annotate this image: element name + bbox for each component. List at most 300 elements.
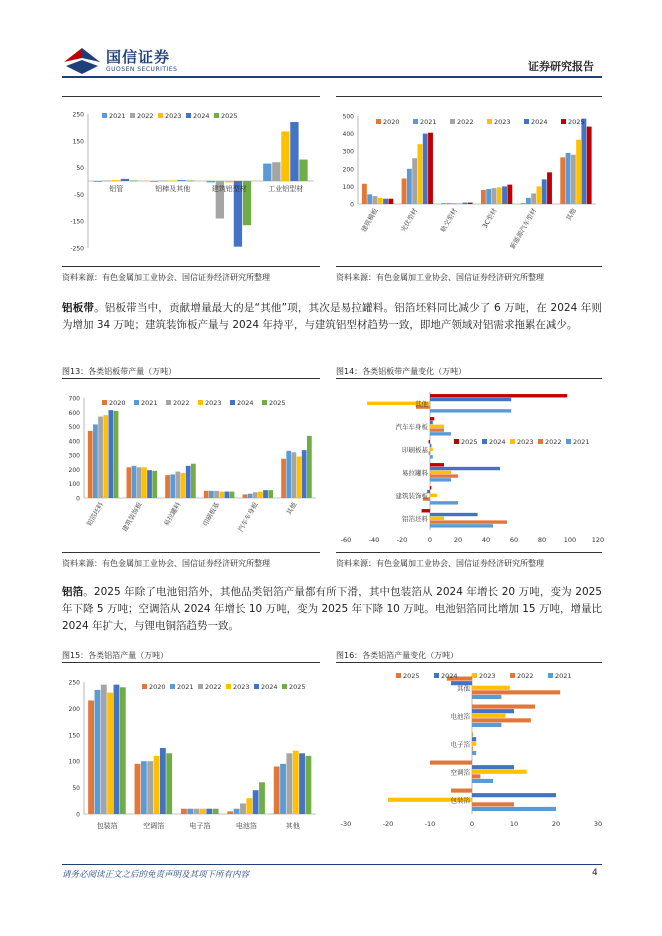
bar (472, 686, 510, 690)
bar (274, 766, 280, 814)
y-tick-label: 其他 (457, 684, 470, 693)
bar (88, 431, 93, 498)
source-note-1: 资料来源：有色金属加工业协会、国信证券经济研究所整理 (62, 273, 270, 282)
y-tick-label: 250 (68, 679, 80, 687)
bar (472, 746, 473, 750)
bar (430, 474, 458, 477)
bar (481, 190, 486, 204)
y-tick-label: 200 (68, 466, 80, 474)
x-tick-label: 包装箔 (96, 822, 118, 830)
chart-foil-output (62, 666, 320, 836)
x-tick-label: 铝管 (109, 185, 124, 193)
legend-swatch (230, 400, 235, 405)
x-tick-label: -60 (340, 536, 352, 544)
bar (240, 803, 246, 814)
y-tick-label: 电池箔 (450, 712, 470, 721)
bar (430, 517, 444, 520)
legend-swatch (561, 119, 566, 124)
bar (587, 127, 592, 204)
bar (472, 709, 514, 713)
bar (297, 457, 302, 498)
legend-swatch (566, 439, 571, 444)
bar (165, 475, 170, 498)
y-tick-label: -150 (70, 218, 84, 226)
bar (120, 687, 126, 814)
legend-label: 2021 (573, 438, 590, 446)
bar (224, 492, 229, 498)
bar (418, 144, 423, 204)
chart3-top-rule (62, 378, 320, 379)
bar (141, 761, 147, 814)
bar (430, 444, 431, 447)
bar (152, 471, 157, 498)
x-tick-label: 空调箔 (143, 822, 165, 830)
bar (293, 751, 299, 814)
legend-swatch (510, 439, 515, 444)
bar (263, 164, 271, 181)
bar (246, 798, 252, 814)
legend-swatch (158, 113, 163, 118)
bar (154, 756, 160, 814)
bar (402, 178, 407, 204)
bar (259, 782, 265, 814)
bar (566, 153, 571, 204)
bar (147, 761, 153, 814)
legend-swatch (434, 673, 439, 678)
y-tick-label: 建筑装饰板 (395, 492, 428, 500)
x-tick-label: 铝棒及其他 (155, 185, 191, 193)
bar (177, 180, 185, 181)
x-tick-label: 40 (481, 536, 491, 544)
bar (472, 737, 476, 741)
chart4-top-rule (336, 378, 602, 379)
bar (430, 463, 444, 466)
legend-swatch (548, 673, 553, 678)
bar (227, 811, 233, 814)
legend-swatch (198, 684, 203, 689)
footer-disclaimer: 请务必阅读正文之后的免责声明及其项下所有内容 (62, 870, 250, 880)
y-tick-label: 铝箔坯料 (402, 515, 428, 523)
y-tick-label: -50 (74, 191, 84, 199)
bar (472, 765, 514, 769)
y-tick-label: 150 (72, 138, 84, 146)
bar (430, 524, 493, 527)
bar (451, 789, 472, 793)
y-tick-label: 电子箔 (450, 740, 470, 749)
bar (166, 753, 172, 814)
y-tick-label: 100 (68, 481, 80, 489)
x-tick-label: 建筑模板 (359, 207, 380, 234)
y-tick-label: 150 (68, 732, 80, 740)
bar (362, 184, 367, 204)
x-tick-label: 30 (593, 820, 603, 828)
y-tick-label: 400 (68, 438, 80, 446)
page-number: 4 (592, 868, 598, 878)
legend-swatch (282, 684, 287, 689)
chart1-top-rule (62, 96, 320, 97)
bar (181, 473, 186, 498)
header-rule (62, 76, 602, 78)
legend-label: 2023 (494, 118, 511, 126)
bar (191, 464, 196, 498)
logo-mark-icon (62, 44, 102, 76)
bar (108, 410, 113, 498)
bar (388, 199, 393, 204)
footer-rule (62, 864, 602, 865)
figure-16-title: 图16：各类铝箔产量变化（万吨） (336, 651, 459, 660)
bar (560, 157, 565, 204)
legend-label: 2023 (233, 683, 250, 691)
bar (430, 425, 444, 428)
paragraph-sheet-strip (62, 300, 602, 334)
bar (472, 779, 493, 783)
bar (286, 753, 292, 814)
bar (132, 466, 137, 498)
legend-label: 2021 (177, 683, 194, 691)
legend-label: 2024 (261, 683, 278, 691)
legend-label: 2020 (109, 399, 126, 407)
y-tick-label: 500 (68, 424, 80, 432)
bar (492, 188, 497, 204)
bar (472, 774, 480, 778)
bar (286, 451, 291, 498)
bar (88, 700, 94, 814)
bar (137, 467, 142, 498)
bar (253, 790, 259, 814)
x-tick-label: 建筑装饰板 (120, 501, 144, 534)
x-tick-label: 80 (537, 536, 547, 544)
x-tick-label: 100 (563, 536, 577, 544)
y-tick-label: 50 (76, 165, 84, 173)
legend-swatch (254, 684, 259, 689)
legend-swatch (482, 439, 487, 444)
x-tick-label: 建筑铝型材 (211, 185, 247, 193)
x-tick-label: 光伏型材 (399, 207, 420, 234)
y-tick-label: 易拉罐料 (402, 469, 428, 477)
legend-label: 2022 (517, 672, 534, 680)
bar (430, 467, 500, 470)
bar (472, 705, 535, 709)
paragraph-sheet-strip-lead: 铝板带 (62, 302, 95, 314)
bar (209, 491, 214, 498)
bar (472, 770, 527, 774)
y-tick-label: 印刷板基 (402, 446, 428, 454)
legend-label: 2024 (531, 118, 548, 126)
bar (507, 185, 512, 204)
x-tick-label: 电池箔 (235, 822, 257, 830)
bar (186, 466, 191, 498)
legend-label: 2024 (441, 672, 458, 680)
chart1-bottom-rule (62, 266, 320, 267)
bar (378, 198, 383, 204)
legend-swatch (214, 113, 219, 118)
bar (430, 761, 472, 765)
bar (537, 186, 542, 204)
y-tick-label: 500 (342, 113, 354, 121)
legend-swatch (487, 119, 492, 124)
legend-swatch (186, 113, 191, 118)
chart5-top-rule (62, 662, 320, 663)
y-tick-label: 200 (68, 705, 80, 713)
x-tick-label: 其他 (284, 501, 299, 517)
bar (107, 693, 113, 814)
bar (299, 753, 305, 814)
bar (147, 470, 152, 498)
y-tick-label: 250 (72, 111, 84, 119)
legend-swatch (134, 400, 139, 405)
y-tick-label: 0 (76, 811, 80, 819)
bar (462, 203, 467, 204)
x-tick-label: 20 (453, 536, 463, 544)
bar (200, 809, 206, 814)
x-tick-label: 3C型材 (480, 207, 499, 230)
bar (292, 452, 297, 498)
bar (101, 685, 107, 814)
legend-label: 2023 (205, 399, 222, 407)
bar (272, 162, 280, 181)
legend-label: 2023 (517, 438, 534, 446)
bar (429, 451, 430, 454)
bar (207, 181, 215, 182)
legend-label: 2022 (457, 118, 474, 126)
bar (526, 198, 531, 204)
x-tick-label: 其他 (285, 822, 300, 830)
bar (472, 695, 501, 699)
bar (127, 467, 132, 498)
bar (194, 809, 200, 814)
bar (204, 491, 209, 498)
x-tick-label: 60 (509, 536, 519, 544)
y-tick-label: 空调箔 (450, 768, 470, 777)
bar (160, 748, 166, 814)
bar (280, 764, 286, 814)
bar (114, 411, 119, 498)
bar (234, 809, 240, 814)
chart6-top-rule (336, 662, 602, 663)
paragraph-sheet-strip-body: 。铝板带当中，贡献增量最大的是“其他”项，其次是易拉罐料。铝箔坯料同比减少了 6 万吨，在 2024 年则为增加 34 万吨；建筑装饰板产量与 2024 年持平，与建筑铝型材趋势一致，即地产领域对铝需求拖累在减少。 (62, 302, 602, 331)
bar (472, 793, 556, 797)
x-tick-label: 10 (509, 820, 519, 828)
x-tick-label: 易拉罐料 (162, 501, 183, 528)
bar (531, 193, 536, 204)
x-tick-label: -20 (396, 536, 408, 544)
bar (243, 494, 248, 498)
paragraph-foil-lead: 铝箔 (62, 586, 84, 598)
legend-label: 2024 (489, 438, 506, 446)
bar (472, 690, 560, 694)
company-name: 国信证券 (106, 48, 171, 66)
figure-15-title: 图15：各类铝箔产量（万吨） (62, 651, 169, 660)
legend-swatch (450, 119, 455, 124)
legend-swatch (102, 113, 107, 118)
legend-swatch (524, 119, 529, 124)
chart2-bottom-rule (336, 266, 602, 267)
bar (186, 180, 194, 181)
bar (187, 809, 193, 814)
legend-label: 2021 (141, 399, 158, 407)
legend-label: 2021 (109, 112, 126, 120)
legend-swatch (166, 400, 171, 405)
bar (263, 490, 268, 498)
chart-foil-change (336, 666, 602, 836)
bar (430, 486, 431, 489)
bar (472, 714, 506, 718)
bar (452, 203, 457, 204)
bar (159, 180, 167, 181)
legend-label: 2022 (205, 683, 222, 691)
bar (472, 723, 501, 727)
legend-label: 2025 (461, 438, 478, 446)
bar (206, 809, 212, 814)
legend-swatch (413, 119, 418, 124)
bar (472, 807, 556, 811)
legend-label: 2022 (137, 112, 154, 120)
bar (181, 809, 187, 814)
bar (103, 180, 111, 181)
chart-profile-output (336, 100, 602, 260)
y-tick-label: 其他 (415, 400, 428, 408)
bar (95, 690, 101, 814)
x-tick-label: 印刷板基 (201, 501, 222, 528)
bar (305, 756, 311, 814)
paragraph-foil (62, 584, 602, 635)
chart-sheet-strip-change (336, 382, 605, 550)
bar (299, 160, 307, 181)
y-tick-label: -250 (70, 245, 84, 253)
legend-label: 2024 (237, 399, 254, 407)
bar (429, 440, 430, 443)
bar (472, 802, 514, 806)
legend-swatch (538, 439, 543, 444)
bar (430, 428, 444, 431)
legend-swatch (198, 400, 203, 405)
legend-label: 2025 (221, 112, 238, 120)
bar (142, 467, 147, 498)
figure-14-title: 图14：各类铝板带产量变化（万吨） (336, 367, 467, 376)
y-tick-label: 300 (68, 452, 80, 460)
bar (258, 492, 263, 498)
bar (168, 180, 176, 181)
y-tick-label: 汽车车身板 (395, 423, 428, 431)
y-tick-label: 0 (350, 201, 354, 209)
bar (430, 471, 451, 474)
bar (248, 494, 253, 498)
bar (472, 742, 476, 746)
bar (447, 203, 452, 204)
x-tick-label: 新能源汽车型材 (508, 207, 539, 251)
x-tick-label: 汽车车身板 (236, 501, 260, 534)
chart3-bottom-rule (62, 552, 320, 553)
bar (281, 459, 286, 498)
x-tick-label: 其他 (564, 207, 578, 223)
legend-label: 2022 (173, 399, 190, 407)
bar (581, 119, 586, 204)
x-tick-label: -40 (368, 536, 380, 544)
y-tick-label: 100 (68, 758, 80, 766)
bar (307, 436, 312, 498)
bar (472, 733, 473, 737)
bar (423, 134, 428, 204)
bar (430, 421, 433, 424)
bar (422, 509, 430, 512)
bar (430, 417, 434, 420)
x-tick-label: 工业铝型材 (268, 185, 304, 193)
legend-swatch (142, 684, 147, 689)
bar (93, 424, 98, 498)
x-tick-label: -30 (340, 820, 352, 828)
bar (253, 492, 258, 498)
bar (547, 172, 552, 204)
bar (103, 415, 108, 498)
bar (430, 455, 433, 458)
bar (430, 409, 511, 412)
legend-swatch (510, 673, 515, 678)
y-tick-label: 100 (342, 183, 354, 191)
bar (114, 685, 120, 814)
bar (428, 133, 433, 204)
x-tick-label: 轨交型材 (438, 207, 459, 234)
bar (383, 199, 388, 204)
bar (441, 203, 446, 204)
bar (407, 169, 412, 204)
bar (225, 181, 233, 182)
report-type: 证券研究报告 (528, 60, 594, 73)
legend-label: 2025 (289, 683, 306, 691)
bar (281, 131, 289, 181)
x-tick-label: 电子箔 (189, 822, 211, 830)
y-tick-label: 700 (68, 395, 80, 403)
legend-swatch (170, 684, 175, 689)
bar (430, 501, 458, 504)
bar (430, 494, 437, 497)
bar (412, 158, 417, 204)
legend-label: 2023 (479, 672, 496, 680)
bar (497, 187, 502, 204)
chart-aluminum-profile-change (62, 100, 320, 260)
y-tick-label: 0 (76, 495, 80, 503)
chart2-top-rule (336, 96, 602, 97)
legend-label: 2025 (403, 672, 420, 680)
legend-label: 2021 (420, 118, 437, 126)
bar (576, 140, 581, 204)
legend-swatch (396, 673, 401, 678)
legend-label: 2023 (165, 112, 182, 120)
figure-13-title: 图13：各类铝板带产量（万吨） (62, 367, 177, 376)
bar (94, 181, 102, 182)
bar (521, 203, 526, 204)
bar (230, 492, 235, 498)
bar (135, 764, 141, 814)
bar (486, 189, 491, 204)
x-tick-label: 120 (591, 536, 605, 544)
legend-swatch (102, 400, 107, 405)
bar (373, 196, 378, 204)
bar (468, 203, 473, 204)
x-tick-label: 0 (427, 536, 433, 544)
legend-swatch (454, 439, 459, 444)
bar (502, 186, 507, 204)
chart4-bottom-rule (336, 552, 602, 553)
bar (472, 751, 476, 755)
bar (571, 155, 576, 204)
x-tick-label: -10 (424, 820, 436, 828)
x-tick-label: 20 (551, 820, 561, 828)
company-name-en: GUOSEN SECURITIES (106, 66, 178, 73)
legend-swatch (472, 673, 477, 678)
source-note-4: 资料来源：有色金属加工业协会、国信证券经济研究所整理 (336, 559, 544, 568)
legend-label: 2021 (555, 672, 572, 680)
legend-label: 2025 (568, 118, 585, 126)
